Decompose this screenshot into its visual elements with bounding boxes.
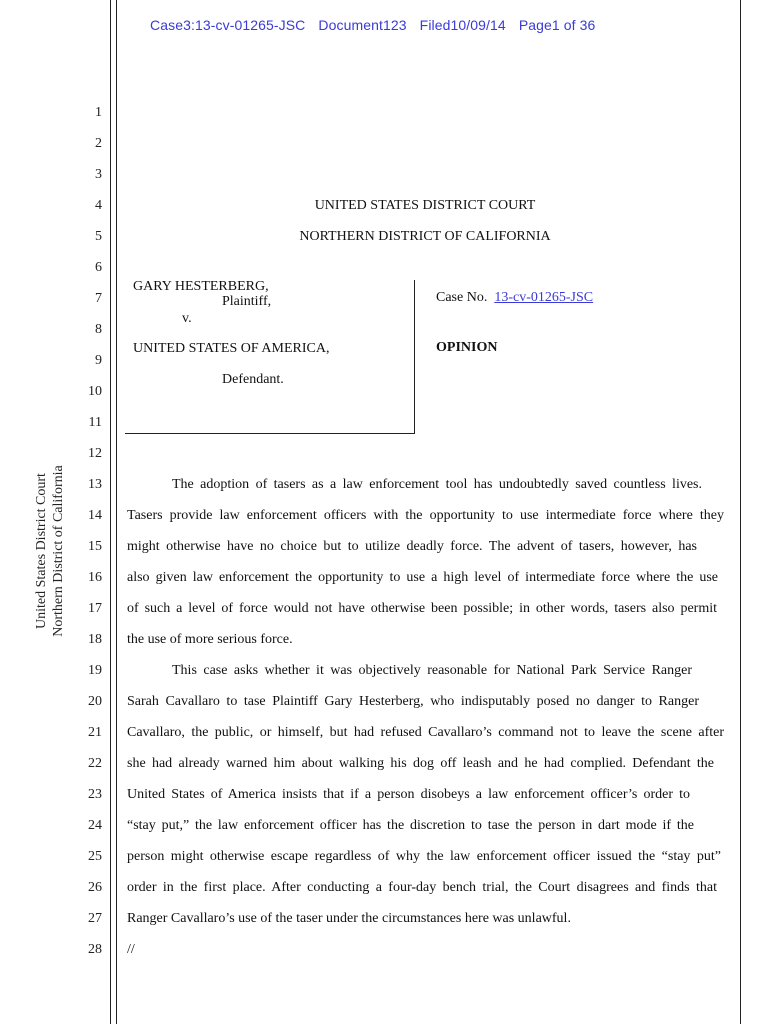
body-line: the use of more serious force.	[127, 632, 293, 647]
case-header	[150, 17, 604, 33]
case-number-header: Case3:13-cv-01265-JSC	[150, 17, 306, 33]
body-line: might otherwise have no choice but to utilize deadly force. The advent of tasers, however, has	[127, 539, 697, 554]
page-indicator: Page1 of 36	[518, 17, 596, 33]
line-number: 16	[88, 570, 102, 585]
line-number: 6	[95, 260, 102, 275]
line-number: 21	[88, 725, 102, 740]
case-number-block	[436, 290, 593, 306]
line-number: 12	[88, 446, 102, 461]
line-number: 4	[95, 198, 102, 213]
line-number: 9	[95, 353, 102, 368]
line-number: 28	[88, 942, 102, 957]
body-line: Sarah Cavallaro to tase Plaintiff Gary Hesterberg, who indisputably posed no danger to Ranger	[127, 694, 699, 709]
line-number: 23	[88, 787, 102, 802]
body-line: person might otherwise escape regardless of why the law enforcement officer issued the “stay put”	[127, 849, 721, 864]
court-name: UNITED STATES DISTRICT COURT	[314, 198, 536, 213]
case-number-label: Case No.	[436, 290, 488, 305]
side-caption-line1: United States District Court	[34, 473, 49, 629]
body-line: Tasers provide law enforcement officers with the opportunity to use intermediate force where they	[127, 508, 724, 523]
line-number: 3	[95, 167, 102, 182]
line-number: 17	[88, 601, 102, 616]
line-number: 27	[88, 911, 102, 926]
defendant-name: UNITED STATES OF AMERICA,	[133, 341, 330, 356]
body-line: order in the first place. After conducting a four-day bench trial, the Court disagrees and finds that	[127, 880, 717, 895]
body-line: of such a level of force would not have otherwise been possible; in other words, tasers also permit	[127, 601, 717, 616]
line-number: 20	[88, 694, 102, 709]
document-title: OPINION	[436, 340, 498, 355]
right-margin-rule	[740, 0, 741, 1024]
line-number: 18	[88, 632, 102, 647]
body-line: //	[127, 942, 135, 957]
caption-divider-vertical	[414, 280, 415, 434]
line-number: 5	[95, 229, 102, 244]
line-number: 8	[95, 322, 102, 337]
line-number: 11	[88, 415, 102, 430]
plaintiff-role: Plaintiff,	[222, 294, 272, 309]
left-margin-rule-outer	[110, 0, 111, 1024]
body-line: “stay put,” the law enforcement officer has the discretion to tase the person in dart mode if the	[127, 818, 694, 833]
case-number-link[interactable]: 13-cv-01265-JSC	[494, 290, 594, 305]
document-number-header: Document123	[318, 17, 407, 33]
line-number: 26	[88, 880, 102, 895]
line-number: 25	[88, 849, 102, 864]
body-line: Ranger Cavallaro’s use of the taser under the circumstances here was unlawful.	[127, 911, 571, 926]
line-number: 10	[88, 384, 102, 399]
line-number: 14	[88, 508, 102, 523]
line-number: 7	[95, 291, 102, 306]
body-line: United States of America insists that if a person disobeys a law enforcement officer’s order to	[127, 787, 690, 802]
body-line: This case asks whether it was objectively reasonable for National Park Service Ranger	[172, 663, 692, 678]
line-number: 19	[88, 663, 102, 678]
body-line: also given law enforcement the opportunity to use a high level of intermediate force where the use	[127, 570, 718, 585]
versus: v.	[182, 311, 192, 326]
line-number: 13	[88, 477, 102, 492]
body-line: The adoption of tasers as a law enforcement tool has undoubtedly saved countless lives.	[172, 477, 702, 492]
body-line: Cavallaro, the public, or himself, but had refused Cavallaro’s command not to leave the scene after	[127, 725, 724, 740]
caption-divider-horizontal	[125, 433, 415, 434]
plaintiff-name: GARY HESTERBERG,	[133, 279, 269, 294]
line-number: 15	[88, 539, 102, 554]
filed-date-header: Filed10/09/14	[419, 17, 506, 33]
line-number: 22	[88, 756, 102, 771]
line-number: 24	[88, 818, 102, 833]
body-line: she had already warned him about walking his dog off leash and he had complied. Defendant the	[127, 756, 714, 771]
defendant-role: Defendant.	[222, 372, 284, 387]
side-caption-line2: Northern District of California	[51, 465, 66, 637]
left-margin-rule-inner	[116, 0, 117, 1024]
court-district: NORTHERN DISTRICT OF CALIFORNIA	[299, 229, 551, 244]
line-number: 2	[95, 136, 102, 151]
line-number: 1	[95, 105, 102, 120]
